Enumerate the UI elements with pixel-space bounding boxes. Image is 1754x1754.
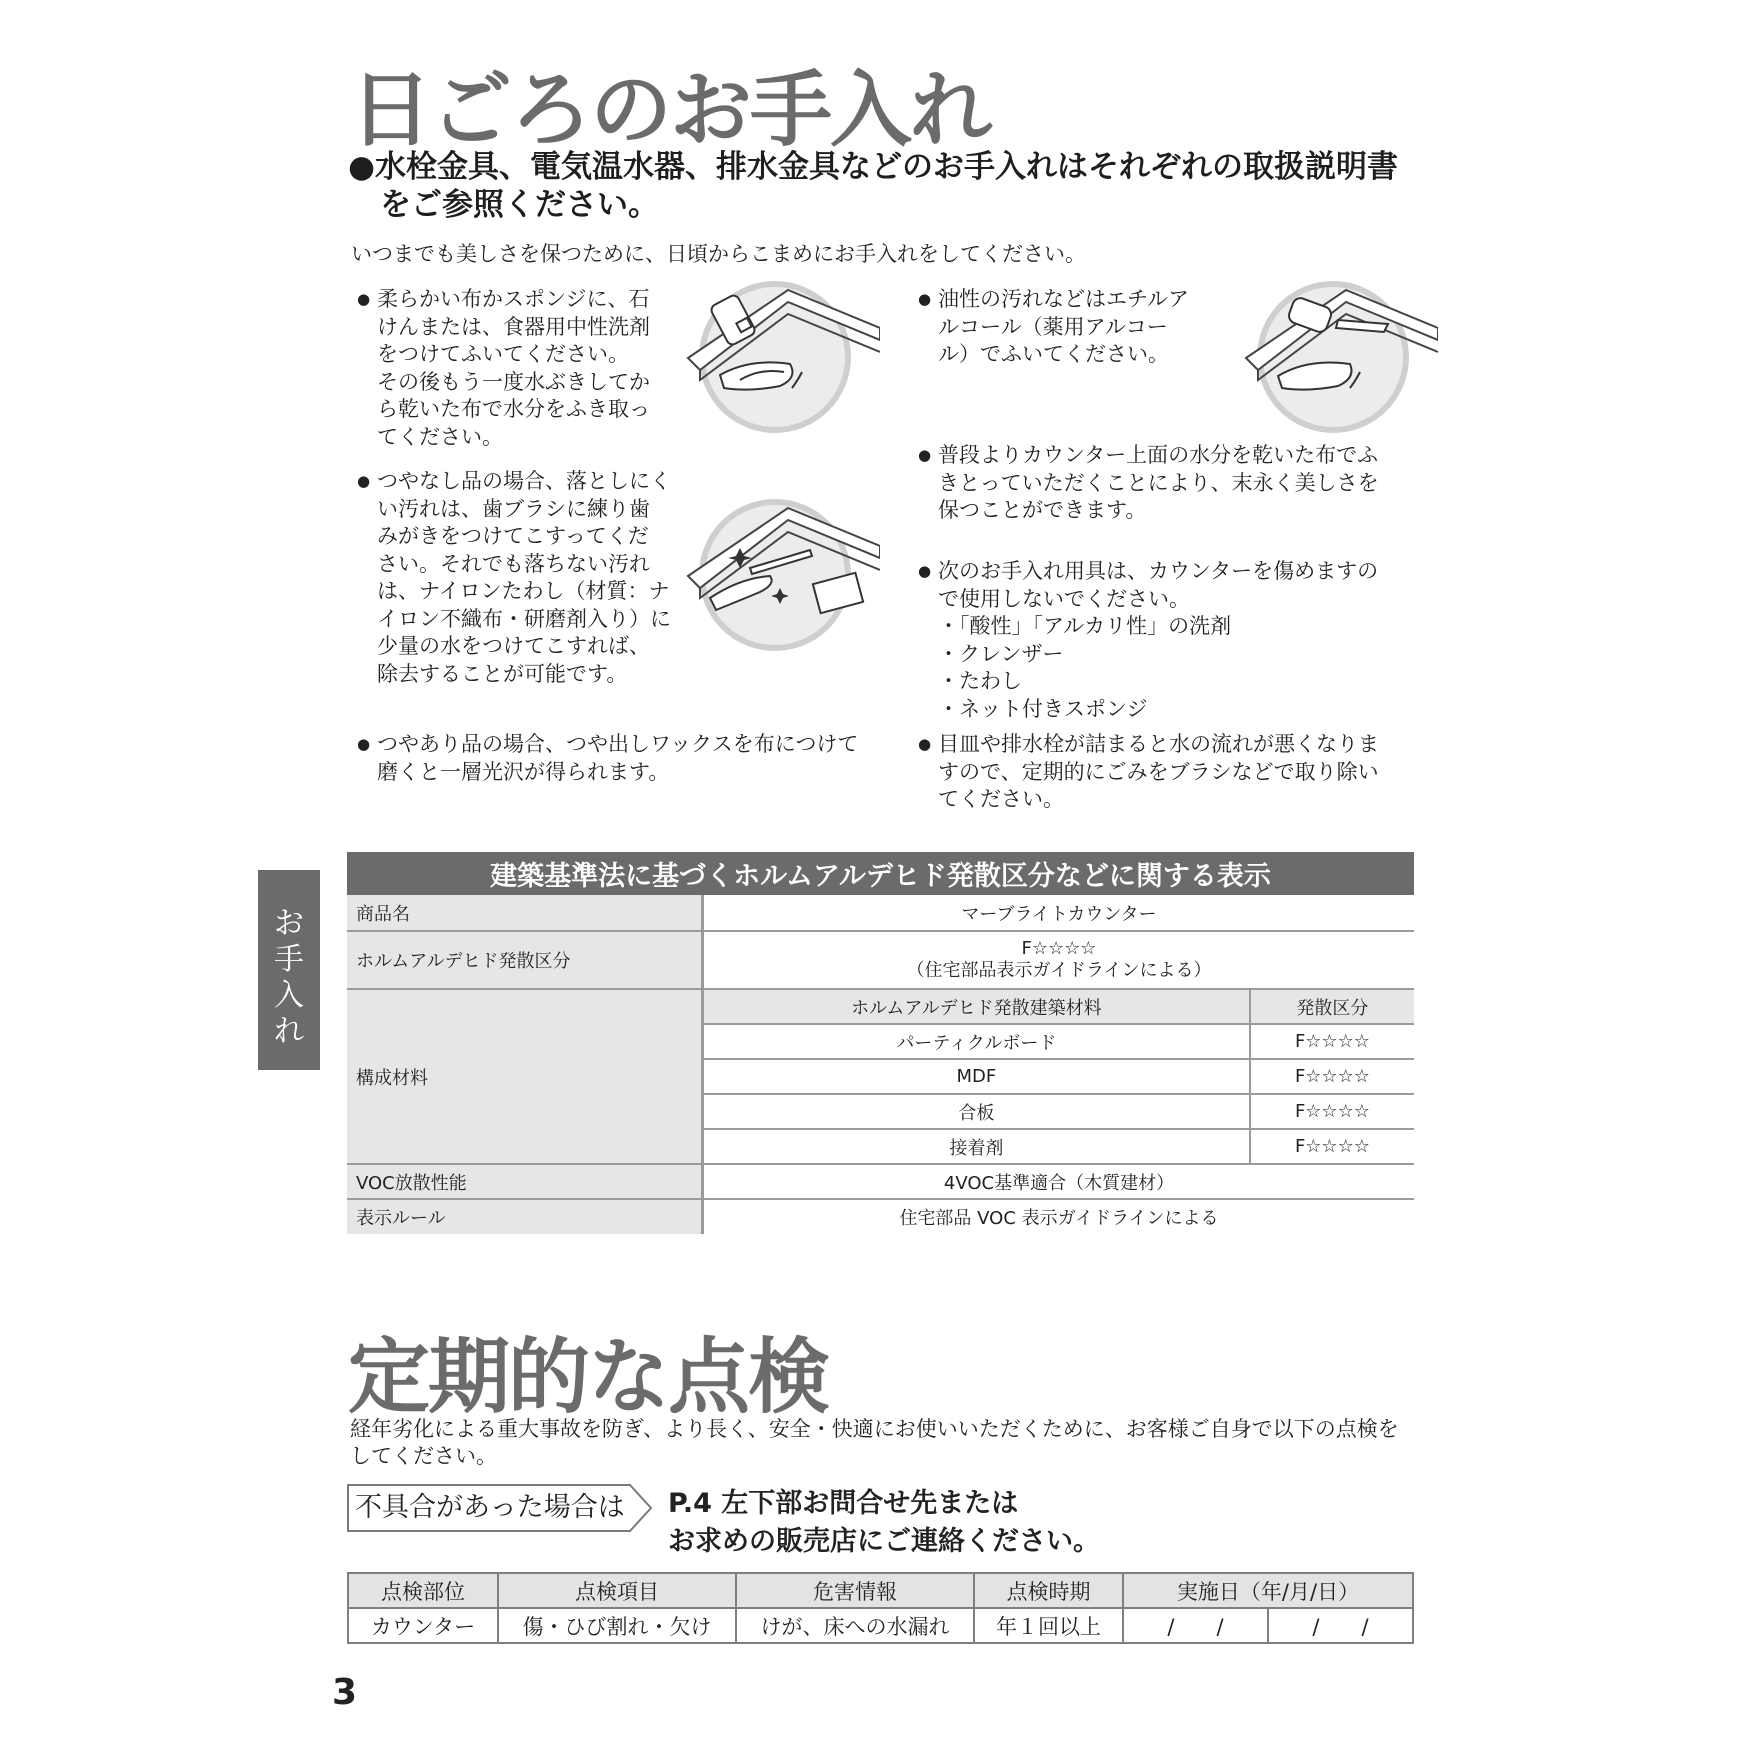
emission-class-note: （住宅部品表示ガイドラインによる） — [906, 960, 1212, 981]
material-grade: F☆☆☆☆ — [1250, 1059, 1414, 1094]
text-line: きとっていただくことにより、末永く美しさを — [938, 470, 1379, 495]
bullet-dot: ● — [918, 735, 932, 753]
care-item-sponge — [357, 286, 650, 451]
voc-label: VOC放散性能 — [347, 1164, 703, 1199]
notice-contact-line: お求めの販売店にご連絡ください。 — [668, 1526, 1100, 1557]
inspection-intro-line: してください。 — [350, 1444, 497, 1468]
text-line: てください。 — [938, 787, 1064, 811]
material-name: MDF — [703, 1059, 1250, 1094]
text-line: 目皿や排水栓が詰まると水の流れが悪くなりま — [938, 732, 1379, 756]
product-name-value: マーブライトカウンター — [703, 895, 1415, 931]
care-item-alcohol — [918, 286, 1189, 369]
toothbrush-scrubbing-illustration — [680, 498, 880, 653]
text-line: つやあり品の場合、つや出しワックスを布につけて — [377, 732, 859, 756]
care-item-matte — [357, 468, 671, 688]
material-grade: F☆☆☆☆ — [1250, 1129, 1414, 1164]
side-tab-care — [258, 870, 320, 1070]
text-line: 柔らかい布かスポンジに、石 — [377, 287, 650, 311]
inspection-header: 点検時期 — [974, 1573, 1123, 1608]
emission-class-value: F☆☆☆☆ — [1021, 938, 1097, 959]
inspection-intro — [350, 1416, 1399, 1470]
inspection-title: 定期的な点検 — [348, 1330, 829, 1425]
inspection-header: 点検項目 — [498, 1573, 736, 1608]
care-item-gloss — [357, 731, 859, 786]
text-line: い汚れは、歯ブラシに練り歯 — [377, 496, 650, 521]
text-line: 次のお手入れ用具は、カウンターを傷めますの — [938, 559, 1379, 583]
inspection-period: 年１回以上 — [974, 1608, 1123, 1643]
text-line: ら乾いた布で水分をふき取っ — [377, 397, 650, 421]
notice-contact — [668, 1485, 1100, 1561]
text-line: すので、定期的にごみをブラシなどで取り除い — [938, 759, 1379, 784]
inspection-item: 傷・ひび割れ・欠け — [498, 1608, 736, 1643]
bullet-dot: ● — [918, 446, 932, 464]
material-name: 合板 — [703, 1094, 1250, 1129]
material-grade: F☆☆☆☆ — [1250, 1094, 1414, 1129]
care-intro: いつまでも美しさを保つために、日頃からこまめにお手入れをしてください。 — [351, 242, 1086, 266]
notice-arrow — [629, 1484, 653, 1532]
inspection-header: 点検部位 — [348, 1573, 498, 1608]
text-line: 油性の汚れなどはエチルア — [938, 287, 1189, 311]
text-line: 少量の水をつけてこすれば、 — [377, 634, 650, 658]
text-line: その後もう一度水ぶきしてか — [377, 369, 650, 394]
care-title: 日ごろのお手入れ — [350, 63, 991, 158]
side-tab-char: 入 — [274, 978, 304, 1013]
materials-header-class: 発散区分 — [1250, 989, 1414, 1024]
text-line: 磨くと一層光沢が得られます。 — [377, 759, 670, 784]
notice-box — [347, 1484, 631, 1532]
emission-class-label: ホルムアルデヒド発散区分 — [347, 931, 703, 989]
bullet-dot: ● — [918, 290, 932, 308]
text-line: イロン不織布・研磨剤入り）に — [377, 606, 671, 631]
material-name: パーティクルボード — [703, 1024, 1250, 1059]
materials-label: 構成材料 — [347, 989, 703, 1164]
text-line: ・ネット付きスポンジ — [938, 696, 1148, 721]
side-tab-char: れ — [274, 1014, 304, 1049]
care-lead-line: をご参照ください。 — [380, 187, 659, 223]
text-line: 除去することが可能です。 — [377, 661, 628, 686]
formaldehyde-table — [347, 852, 1414, 1234]
inspection-table — [347, 1572, 1414, 1644]
text-line: けんまたは、食器用中性洗剤 — [377, 314, 650, 339]
text-line: みがきをつけてこすってくだ — [377, 524, 649, 548]
text-line: 保つことができます。 — [938, 498, 1147, 522]
bullet-dot: ● — [357, 735, 371, 753]
care-item-dry-wipe — [918, 442, 1379, 525]
inspection-date-field[interactable]: / / — [1268, 1608, 1413, 1643]
inspection-hazard: けが、床への水漏れ — [736, 1608, 974, 1643]
page-number: 3 — [332, 1672, 358, 1713]
formaldehyde-table-caption: 建築基準法に基づくホルムアルデヒド発散区分などに関する表示 — [347, 852, 1414, 895]
care-lead-line: ●水栓金具、電気温水器、排水金具などのお手入れはそれぞれの取扱説明書 — [348, 149, 1399, 185]
text-line: で使用しないでください。 — [938, 586, 1190, 611]
material-name: 接着剤 — [703, 1129, 1250, 1164]
alcohol-wiping-illustration — [1238, 280, 1438, 435]
text-line: てください。 — [377, 424, 503, 449]
bullet-dot: ● — [357, 472, 371, 490]
inspection-part: カウンター — [348, 1608, 498, 1643]
text-line: をつけてふいてください。 — [377, 342, 629, 366]
care-item-prohibited-tools — [918, 558, 1379, 723]
text-line: ル）でふいてください。 — [938, 342, 1169, 366]
care-item-drain — [918, 731, 1379, 814]
material-grade: F☆☆☆☆ — [1250, 1024, 1414, 1059]
materials-header-material: ホルムアルデヒド発散建築材料 — [703, 989, 1250, 1024]
text-line: ルコール（薬用アルコー — [938, 314, 1168, 339]
side-tab-char: お — [274, 906, 304, 941]
side-tab-char: 手 — [274, 942, 304, 977]
rule-value: 住宅部品 VOC 表示ガイドラインによる — [899, 1208, 1219, 1229]
inspection-header: 実施日（年/月/日） — [1123, 1573, 1413, 1608]
text-line: は、ナイロンたわし（材質：ナ — [377, 579, 670, 603]
text-line: つやなし品の場合、落としにく — [377, 469, 671, 493]
emission-class-cell — [703, 931, 1415, 989]
bullet-dot: ● — [918, 562, 932, 580]
text-line: ・「酸性」「アルカリ性」の洗剤 — [938, 614, 1232, 638]
inspection-intro-line: 経年劣化による重大事故を防ぎ、より長く、安全・快適にお使いいただくために、お客様ご自身で以下の点検を — [350, 1417, 1399, 1441]
care-lead — [348, 148, 1448, 224]
bullet-dot: ● — [357, 290, 371, 308]
voc-value: 4VOC基準適合（木質建材） — [703, 1164, 1415, 1199]
notice-contact-line: P.4 左下部お問合せ先または — [668, 1488, 1019, 1519]
rule-label: 表示ルール — [347, 1199, 703, 1234]
product-name-label: 商品名 — [347, 895, 703, 931]
notice-label: 不具合があった場合は — [347, 1484, 631, 1532]
text-line: 普段よりカウンター上面の水分を乾いた布でふ — [938, 443, 1379, 467]
text-line: ・クレンザー — [938, 641, 1064, 666]
table-row — [348, 1608, 1413, 1643]
text-line: ・たわし — [938, 669, 1022, 693]
inspection-header: 危害情報 — [736, 1573, 974, 1608]
detergent-wiping-illustration — [680, 280, 880, 435]
inspection-date-field[interactable]: / / — [1123, 1608, 1268, 1643]
text-line: さい。それでも落ちない汚れ — [377, 551, 650, 576]
